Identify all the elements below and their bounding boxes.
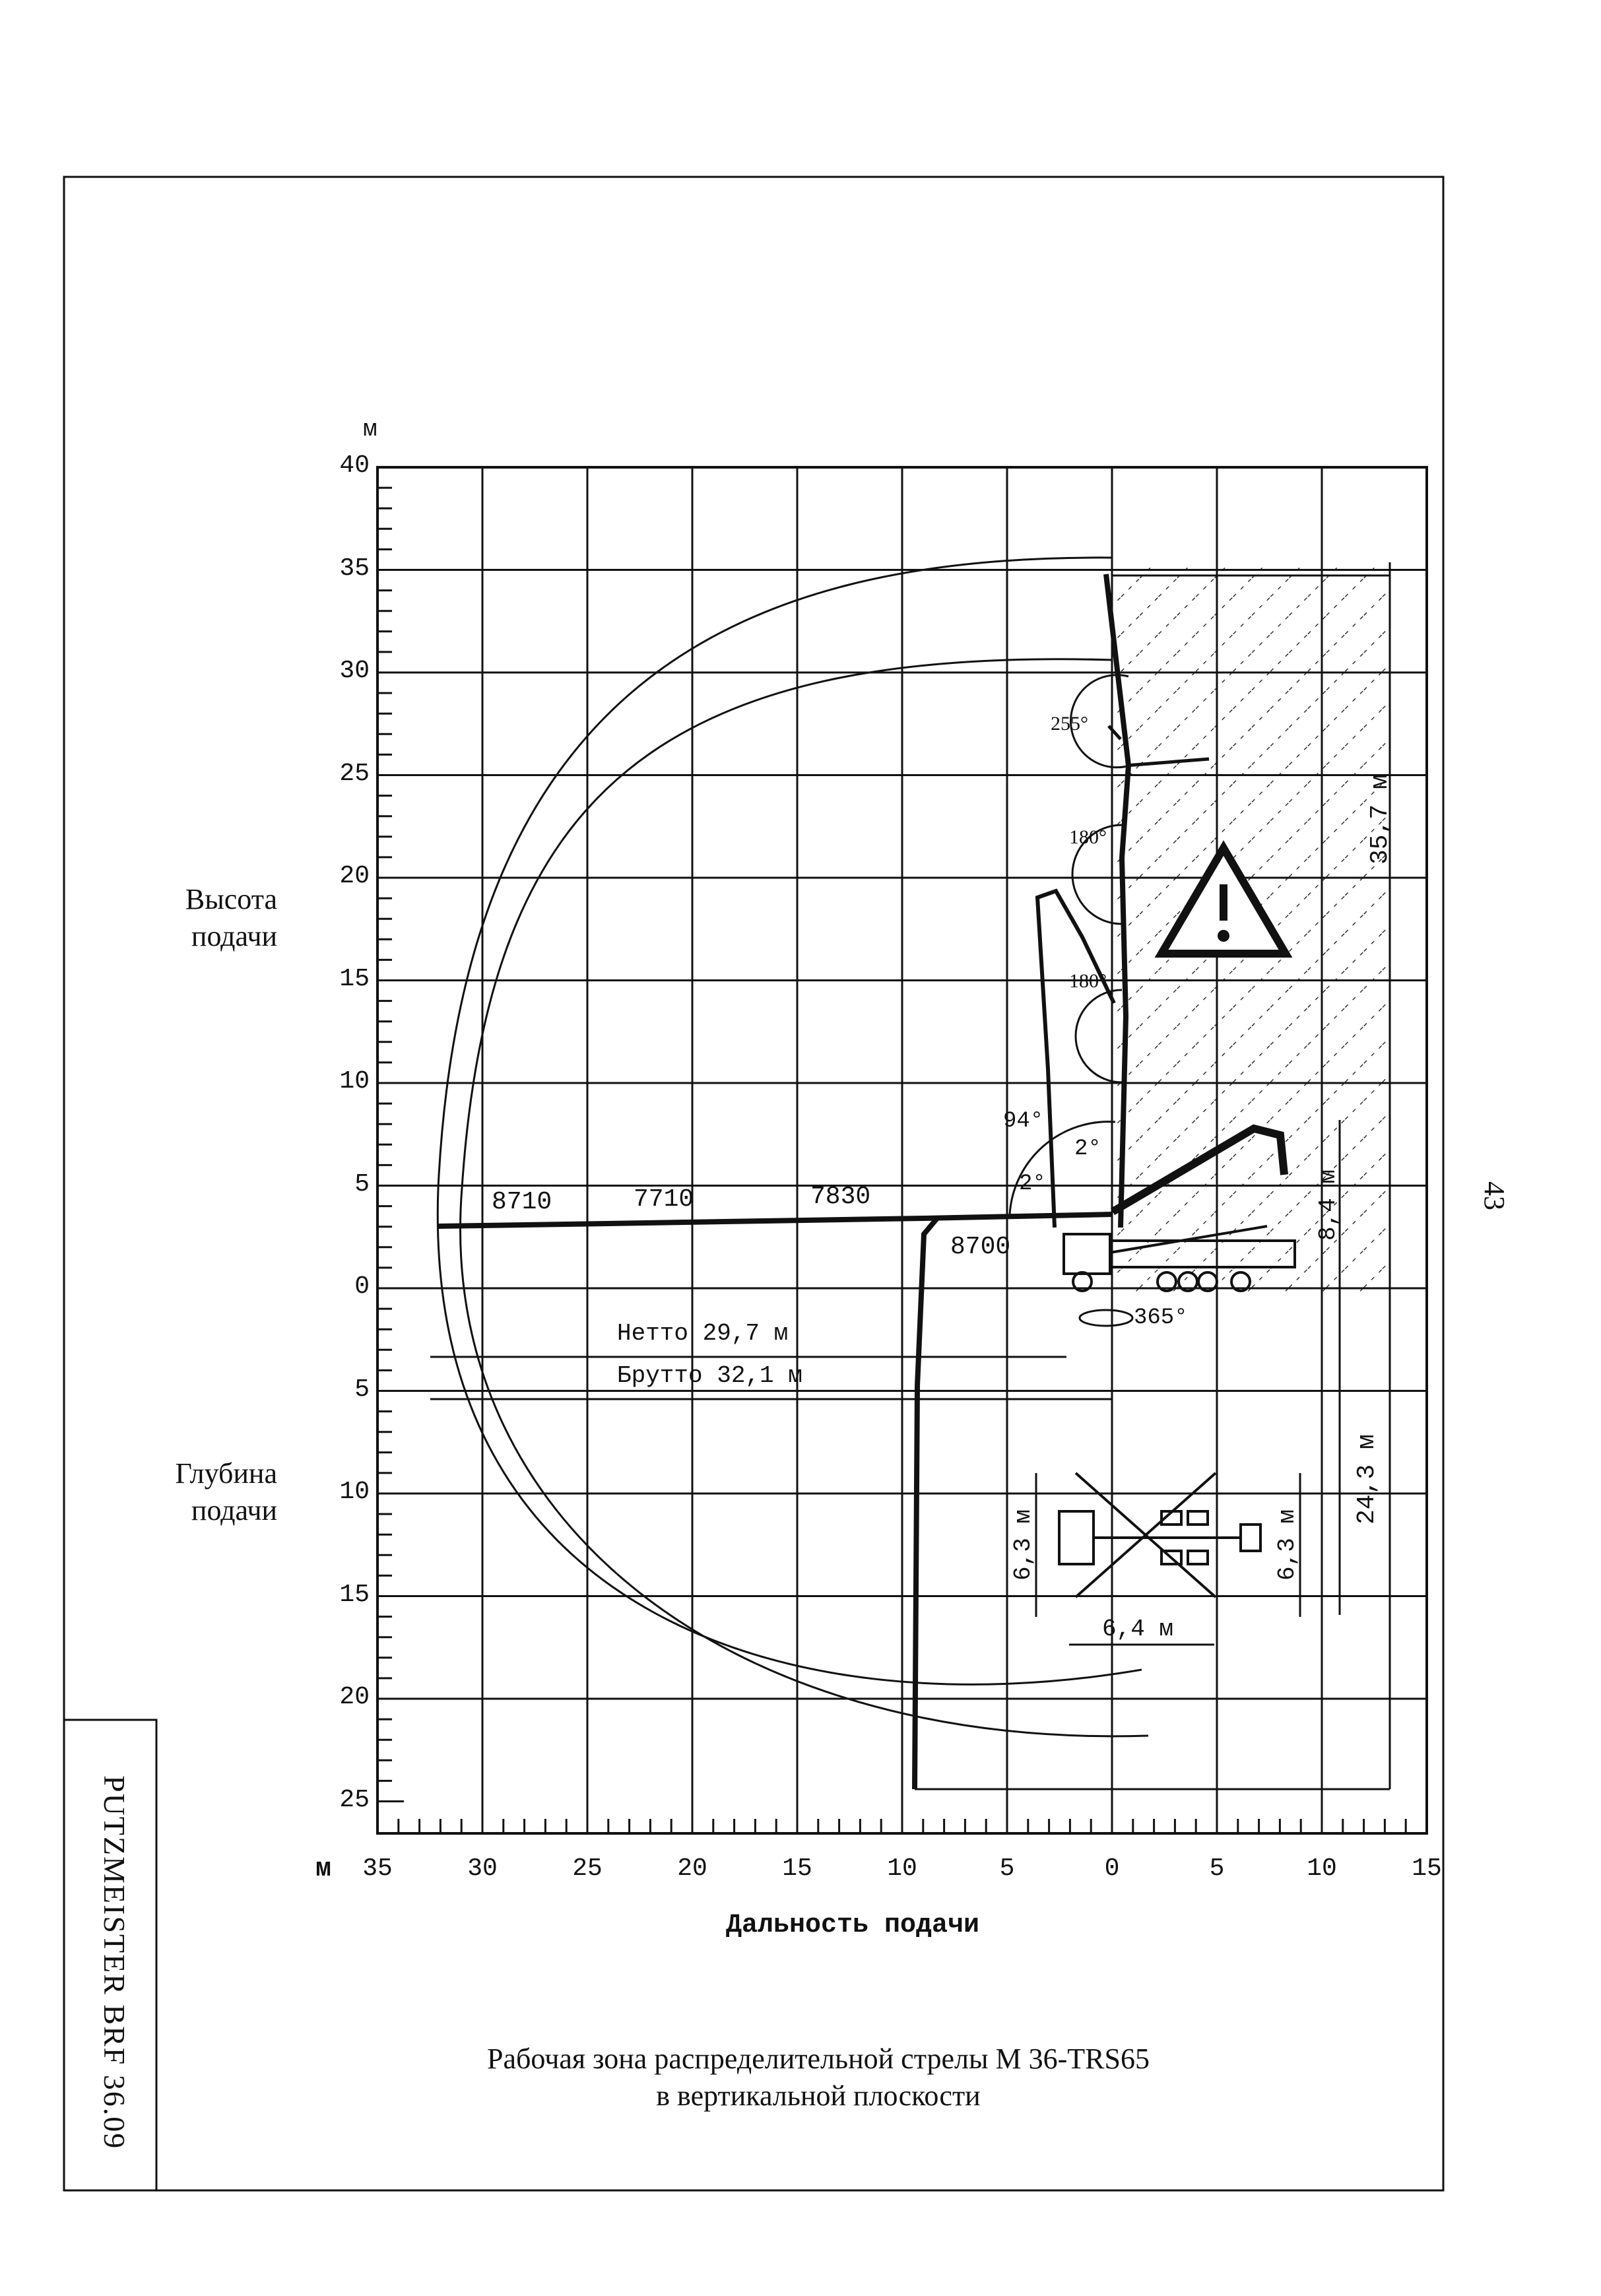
x-axis-unit: м (315, 1854, 332, 1884)
downward-hose (915, 1218, 937, 1789)
height-label-line2: подачи (191, 920, 277, 952)
y-tick-label: 25 (339, 1785, 370, 1814)
depth-label (132, 1455, 277, 1529)
depth-label-line2: подачи (191, 1494, 277, 1526)
angle-label: 2° (1019, 1171, 1046, 1197)
y-tick-label: 5 (354, 1169, 370, 1198)
y-tick-label: 5 (354, 1375, 370, 1404)
netto-label: Нетто 29,7 м (617, 1320, 789, 1347)
figure-caption (356, 2041, 1280, 2115)
y-tick-label: 25 (339, 759, 370, 788)
outrigger-plan-view (1059, 1473, 1260, 1597)
x-tick-label: 15 (782, 1854, 812, 1883)
slew-ellipse (1080, 1310, 1132, 1326)
angle-label: 255° (1051, 713, 1088, 735)
outrigger-width-label: 6,4 м (1102, 1616, 1174, 1643)
angle-label: 180° (1069, 970, 1107, 992)
boom-section-label: 8700 (950, 1233, 1011, 1261)
depth-total-label: 24,3 м (1353, 1434, 1381, 1525)
x-tick-label: 30 (467, 1854, 498, 1883)
height-label-line1: Высота (185, 883, 277, 915)
boom-section-label: 8710 (492, 1188, 552, 1216)
y-tick-label: 10 (339, 1067, 370, 1096)
x-tick-label: 10 (887, 1854, 917, 1883)
caption-line2: в вертикальной плоскости (656, 2080, 981, 2112)
folded-boom-arm (1037, 891, 1114, 1228)
angle-label: 94° (1003, 1109, 1044, 1134)
document-stamp: PUTZMEISTER BRF 36.09 (98, 1775, 131, 2150)
outrigger-right-label: 6,3 м (1274, 1509, 1301, 1581)
x-tick-label: 20 (677, 1854, 707, 1883)
angle-label: 180° (1069, 826, 1107, 848)
y-tick-label: 15 (339, 1580, 370, 1609)
y-axis-unit: м (363, 416, 377, 443)
outrigger-left-label: 6,3 м (1010, 1509, 1037, 1581)
angle-arc-94 (1010, 1122, 1115, 1214)
page-number: 43 (1478, 1181, 1511, 1210)
truck-height-label: 8,4 м (1315, 1169, 1342, 1241)
x-tick-label: 5 (1209, 1854, 1225, 1883)
x-tick-label: 15 (1412, 1854, 1442, 1883)
y-tick-label: 40 (339, 451, 370, 480)
x-tick-label: 0 (1104, 1854, 1120, 1883)
y-tick-label: 30 (339, 657, 370, 685)
y-tick-label: 20 (339, 862, 370, 890)
boom-section-label: 7710 (634, 1185, 694, 1214)
boom-section-label: 7830 (810, 1183, 871, 1211)
y-tick-label: 20 (339, 1683, 370, 1711)
x-tick-label: 10 (1307, 1854, 1337, 1883)
caption-line1: Рабочая зона распределительной стрелы М 36-TRS65 (486, 2043, 1150, 2075)
x-tick-label: 35 (362, 1854, 393, 1883)
angle-label: 365° (1134, 1305, 1188, 1330)
inner-reach-arc (460, 659, 1148, 1736)
angle-label: 2° (1074, 1136, 1101, 1162)
x-axis-title: Дальность подачи (726, 1911, 980, 1940)
y-tick-label: 35 (339, 554, 370, 583)
depth-label-line1: Глубина (175, 1457, 277, 1490)
height-label (132, 881, 277, 955)
y-tick-label: 15 (339, 964, 370, 993)
brutto-label: Брутто 32,1 м (617, 1362, 802, 1389)
x-tick-label: 5 (999, 1854, 1015, 1883)
x-tick-label: 25 (572, 1854, 603, 1883)
y-tick-label: 0 (354, 1272, 370, 1301)
y-tick-label: 10 (339, 1478, 370, 1506)
height-total-label: 35,7 м (1366, 774, 1394, 865)
